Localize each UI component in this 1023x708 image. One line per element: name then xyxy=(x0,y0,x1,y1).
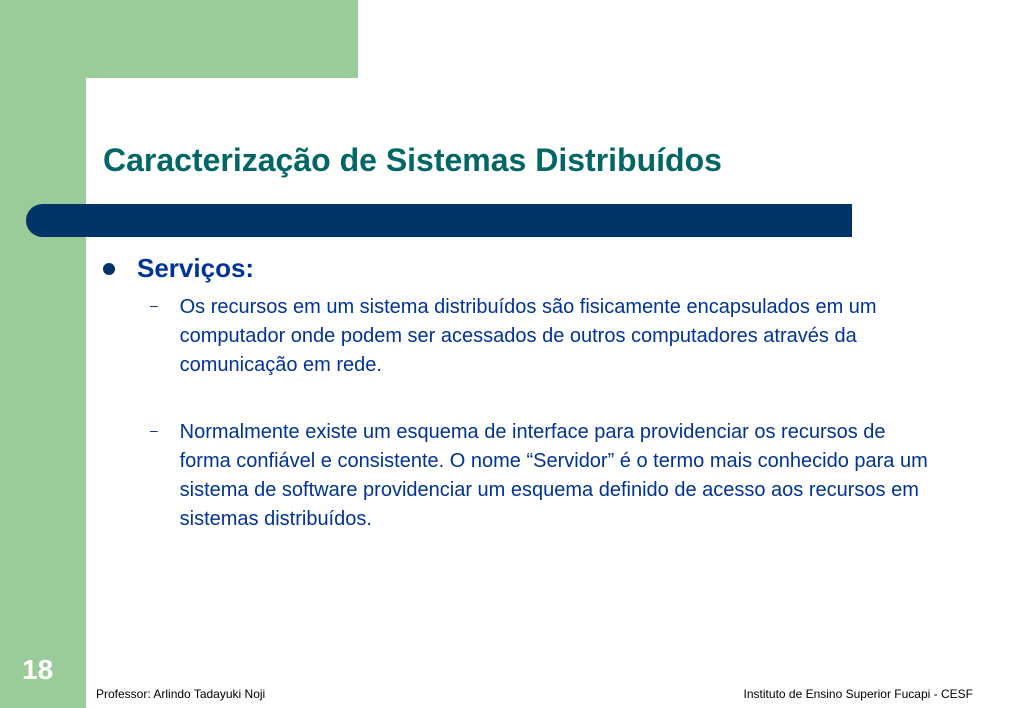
green-top-band xyxy=(0,0,358,78)
sub-bullet-text: Os recursos em um sistema distribuídos são fisicamente encapsulados em um computador onde podem ser acessados de outros computadores através da comunicação em rede. xyxy=(179,296,877,376)
sub-bullet-text: Normalmente existe um esquema de interface para providenciar os recursos de forma confiável e consistente. O nome “Servidor” é o termo mais conhecido para um sistema de software providenciar um esquema definido de acesso aos recursos em sistemas distribuídos. xyxy=(179,421,928,530)
dash-icon: – xyxy=(150,422,158,438)
slide-title: Caracterização de Sistemas Distribuídos xyxy=(103,142,722,178)
bullet-dot-icon xyxy=(103,263,115,275)
sub-bullet-1 xyxy=(150,293,940,380)
green-sidebar xyxy=(0,0,86,708)
main-bullet xyxy=(103,253,254,284)
title-underline-bar xyxy=(26,204,852,237)
bullet-label: Serviços: xyxy=(137,253,255,283)
sub-bullet-2 xyxy=(150,418,940,534)
content-corner xyxy=(86,78,206,198)
footer-institution: Instituto de Ensino Superior Fucapi - CESF xyxy=(743,687,973,701)
footer-author: Professor: Arlindo Tadayuki Noji xyxy=(96,687,266,701)
slide-number: 18 xyxy=(22,654,54,685)
dash-icon: – xyxy=(150,297,158,313)
